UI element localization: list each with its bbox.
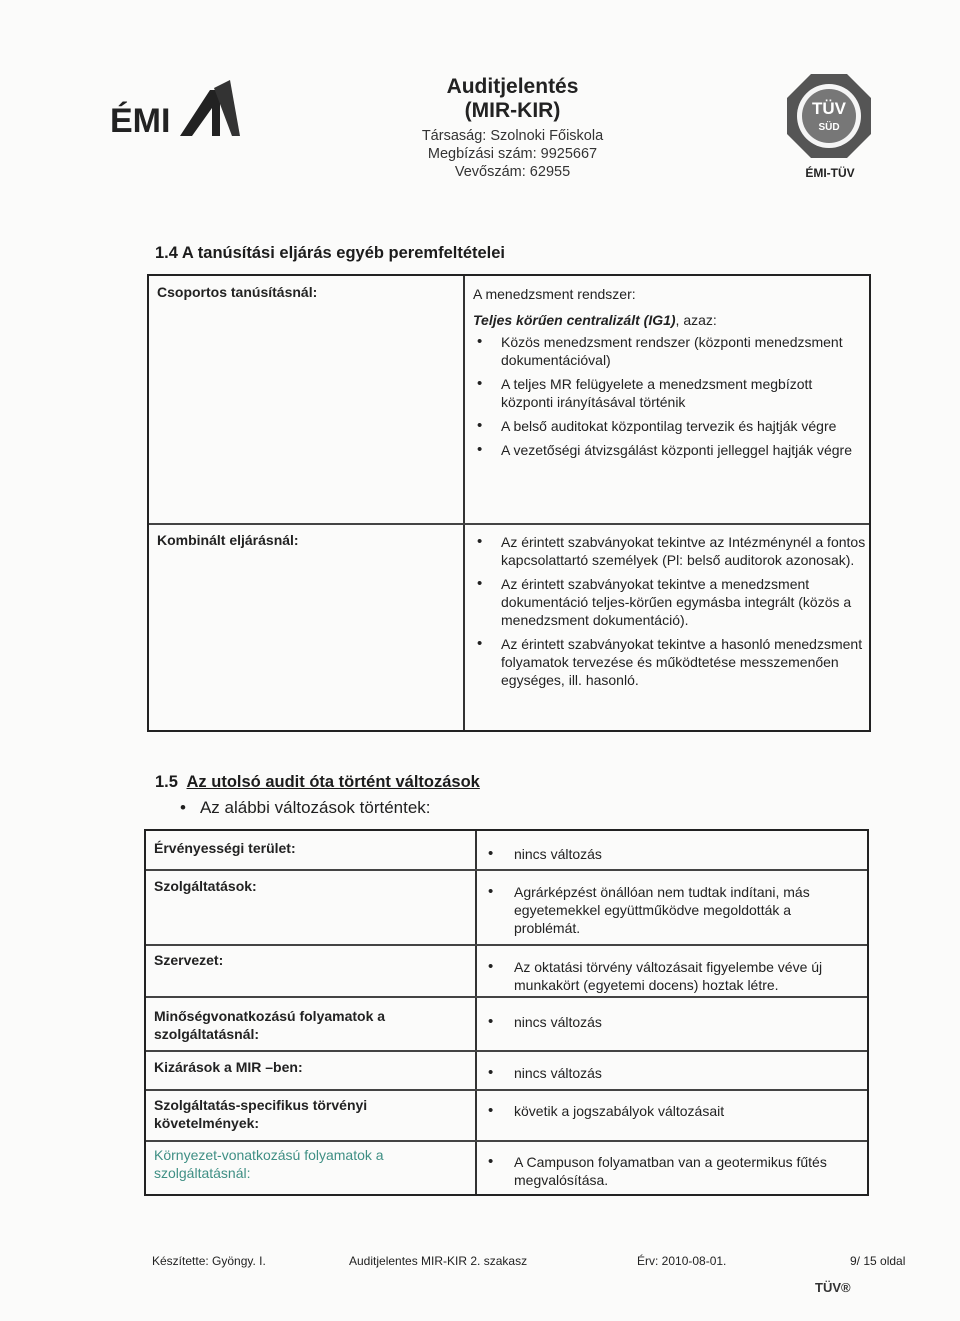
footer-document: Auditjelentes MIR-KIR 2. szakasz xyxy=(349,1254,528,1268)
tuv-logo-text: TÜV xyxy=(812,99,846,118)
table-row-label: Szervezet: xyxy=(154,952,224,968)
conditions-table xyxy=(147,274,871,732)
row-divider xyxy=(146,944,867,946)
row-divider xyxy=(146,996,867,998)
order-number: Megbízási szám: 9925667 xyxy=(427,146,598,162)
section-number: 1.5 xyxy=(155,773,178,791)
list-item: • Közös menedzsment rendszer (központi menedzsment dokumentációval) xyxy=(473,333,863,369)
row-divider xyxy=(146,869,867,871)
combined-procedure-label: Kombinált eljárásnál: xyxy=(157,532,299,548)
changes-table xyxy=(144,829,869,1196)
column-divider xyxy=(463,276,465,730)
table-row-label: Szolgáltatás-specifikus törvényi követelmények: xyxy=(154,1097,368,1131)
table-row-value: • nincs változás xyxy=(486,1064,861,1082)
customer-number: Vevőszám: 62955 xyxy=(454,164,571,180)
footer-page-number: 9/ 15 oldal xyxy=(850,1254,906,1268)
table-row-label-highlight: Környezet-vonatkozású folyamatok a szolgáltatásnál: xyxy=(154,1147,384,1181)
table-row-label: Minőségvonatkozású folyamatok a szolgáltatásnál: xyxy=(154,1008,386,1042)
list-item: • A teljes MR felügyelete a menedzsment megbízott központi irányításával történik xyxy=(473,375,863,411)
row-divider xyxy=(149,523,869,525)
group-cert-label: Csoportos tanúsításnál: xyxy=(157,284,318,300)
section-heading-1-5 xyxy=(155,773,480,792)
section-heading-1-4: 1.4 A tanúsítási eljárás egyéb peremfeltételei xyxy=(155,244,506,262)
tuv-logo xyxy=(785,72,873,160)
tuv-logo-sub: SÜD xyxy=(818,122,840,133)
table-row-value: • nincs változás xyxy=(486,1013,861,1031)
changes-subtitle-text: Az alábbi változások történtek: xyxy=(199,798,431,817)
centralization-type: Teljes körűen centralizált (IG1) xyxy=(473,312,676,328)
report-subtitle: (MIR-KIR) xyxy=(464,99,561,122)
row-divider xyxy=(146,1050,867,1052)
list-item: • Az érintett szabványokat tekintve a hasonló menedzsment folyamatok tervezése és működtetése messzemenően egységes, ill. hasonló. xyxy=(473,635,868,689)
group-cert-list xyxy=(473,333,863,459)
group-cert-content xyxy=(473,285,863,459)
list-item: • A belső auditokat központilag tervezik és hajtják végre xyxy=(473,417,863,435)
list-item: • Az érintett szabványokat tekintve a menedzsment dokumentáció teljes-körűen egymásba integrált (közös a menedzsment dokumentáció). xyxy=(473,575,868,629)
section-title: Az utolsó audit óta történt változások xyxy=(186,773,480,791)
centralization-line xyxy=(473,311,863,329)
emi-logo xyxy=(110,78,250,138)
emi-logo-text: ÉMI xyxy=(110,102,171,138)
report-title: Auditjelentés xyxy=(446,75,579,98)
changes-subtitle xyxy=(180,798,431,818)
combined-procedure-content xyxy=(473,533,868,689)
footer-tuv-logo: TÜV® xyxy=(815,1280,851,1295)
company-name: Társaság: Szolnoki Főiskola xyxy=(421,128,604,144)
row-divider xyxy=(146,1140,867,1142)
table-row-value: • nincs változás xyxy=(486,845,861,863)
bullet-icon: • xyxy=(180,798,186,817)
list-item: • A vezetőségi átvizsgálást központi jelleggel hajtják végre xyxy=(473,441,863,459)
combined-procedure-list xyxy=(473,533,868,689)
table-row-value: • követik a jogszabályok változásait xyxy=(486,1102,861,1120)
tuv-caption: ÉMI-TÜV xyxy=(805,166,855,180)
row-divider xyxy=(146,1089,867,1091)
mgmt-system-intro: A menedzsment rendszer: xyxy=(473,286,636,302)
footer-author: Készítette: Gyöngy. I. xyxy=(152,1254,266,1268)
table-row-label: Kizárások a MIR –ben: xyxy=(154,1059,303,1075)
table-row-label: Érvényességi terület: xyxy=(154,840,296,856)
table-row-value: • A Campuson folyamatban van a geotermikus fűtés megvalósítása. xyxy=(486,1153,861,1189)
table-row-value: • Agrárképzést önállóan nem tudtak indítani, más egyetemekkel együttműködve megoldották a problémát. xyxy=(486,883,861,937)
list-item: • Az érintett szabványokat tekintve az Intézménynél a fontos kapcsolattartó személyek (Pl: belső auditorok azonosak). xyxy=(473,533,868,569)
table-row-label: Szolgáltatások: xyxy=(154,878,257,894)
centralization-suffix: , azaz: xyxy=(675,312,717,328)
table-row-value: • Az oktatási törvény változásait figyelembe véve új munkakört (egyetemi docens) hoztak létre. xyxy=(486,958,861,994)
report-header xyxy=(340,75,685,181)
footer-validity-date: Érv: 2010-08-01. xyxy=(637,1254,727,1268)
